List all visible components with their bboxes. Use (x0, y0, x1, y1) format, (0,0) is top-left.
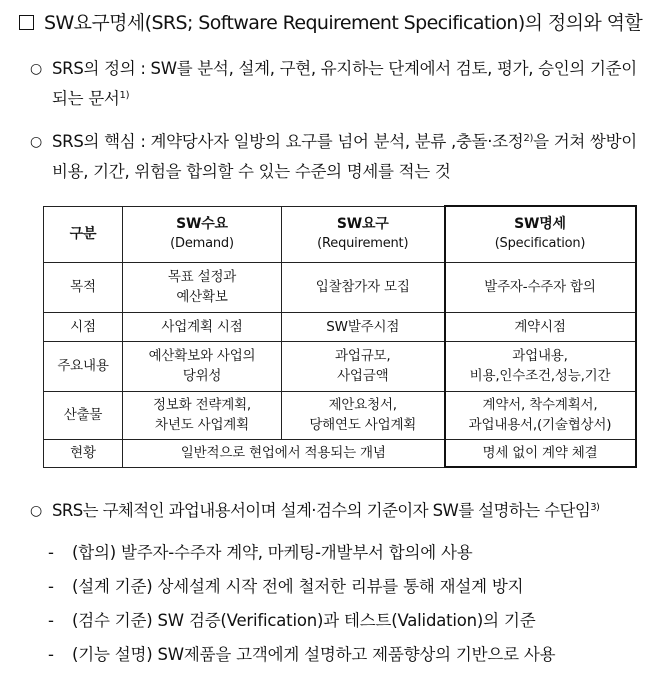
dash-item (48, 538, 653, 568)
header-requirement: SW요구 (Requirement) (282, 206, 445, 262)
dash-item (48, 572, 653, 602)
dash-item (48, 606, 653, 636)
table-row (44, 391, 636, 439)
cell-specification: 명세 없이 계약 체결 (445, 439, 636, 467)
bullet-text: SRS는 구체적인 과업내용서이며 설계·검수의 기준이자 SW를 설명하는 수단임 (52, 501, 591, 520)
table-row (44, 312, 636, 341)
cell-requirement: SW발주시점 (282, 312, 445, 341)
bullet-text: SRS의 핵심 : 계약당사자 일방의 요구를 넘어 분석, 분류 ,충돌·조정 (52, 132, 524, 151)
header-demand: SW수요 (Demand) (123, 206, 282, 262)
table-header-row (44, 206, 636, 262)
bullet-core (30, 127, 655, 187)
row-label: 시점 (44, 312, 123, 341)
dash-marker: - (48, 543, 54, 562)
table-row-status (44, 439, 636, 467)
cell-demand: 예산확보와 사업의 당위성 (123, 341, 282, 391)
dash-marker: - (48, 577, 54, 596)
dash-text: (합의) 발주자-수주자 계약, 마케팅-개발부서 합의에 사용 (72, 543, 473, 562)
cell-demand: 정보화 전략계획, 차년도 사업계획 (123, 391, 282, 439)
cell-specification: 계약시점 (445, 312, 636, 341)
cell-specification: 발주자-수주자 합의 (445, 262, 636, 312)
footnote-ref: 2) (523, 133, 534, 144)
circle-bullet-icon: ○ (30, 134, 42, 150)
section-heading (19, 6, 659, 40)
bullet-text: SRS의 정의 : SW를 분석, 설계, 구현, 유지하는 단계에서 검토, 평가, 승인의 기준이 되는 문서 (52, 59, 637, 108)
srs-comparison-table (43, 205, 637, 468)
footnote-ref: 3) (590, 502, 600, 513)
bullet-definition (30, 54, 655, 114)
row-label: 산출물 (44, 391, 123, 439)
row-label: 목적 (44, 262, 123, 312)
header-specification: SW명세 (Specification) (445, 206, 636, 262)
cell-demand: 목표 설정과 예산확보 (123, 262, 282, 312)
dash-marker: - (48, 611, 54, 630)
footnote-ref: 1) (119, 90, 130, 101)
row-label: 현황 (44, 439, 123, 467)
checkbox-square-icon (19, 15, 34, 30)
cell-merged-status: 일반적으로 현업에서 적용되는 개념 (123, 439, 445, 467)
cell-demand: 사업계획 시점 (123, 312, 282, 341)
row-label: 주요내용 (44, 341, 123, 391)
circle-bullet-icon: ○ (30, 61, 42, 77)
cell-specification: 계약서, 착수계획서, 과업내용서,(기술협상서) (445, 391, 636, 439)
cell-requirement: 제안요청서, 당해연도 사업계획 (282, 391, 445, 439)
cell-requirement: 입찰참가자 모집 (282, 262, 445, 312)
header-category: 구분 (44, 206, 123, 262)
section-title: SW요구명세(SRS; Software Requirement Specification)의 정의와 역할 (44, 12, 643, 34)
dash-text: (기능 설명) SW제품을 고객에게 설명하고 제품향상의 기반으로 사용 (72, 645, 556, 664)
bullet-role (30, 496, 655, 526)
table-row (44, 341, 636, 391)
circle-bullet-icon: ○ (30, 503, 42, 519)
cell-requirement: 과업규모, 사업금액 (282, 341, 445, 391)
dash-text: (설계 기준) 상세설계 시작 전에 철저한 리뷰를 통해 재설계 방지 (72, 577, 524, 596)
dash-item (48, 640, 653, 670)
cell-specification: 과업내용, 비용,인수조건,성능,기간 (445, 341, 636, 391)
dash-marker: - (48, 645, 54, 664)
dash-text: (검수 기준) SW 검증(Verification)과 테스트(Validation)의 기준 (72, 611, 536, 630)
bullet-text-continued: 을 거쳐 쌍방이 비용, 기간, 위험을 합의할 수 있는 수준의 명세를 적는 것 (52, 132, 637, 181)
table-row (44, 262, 636, 312)
